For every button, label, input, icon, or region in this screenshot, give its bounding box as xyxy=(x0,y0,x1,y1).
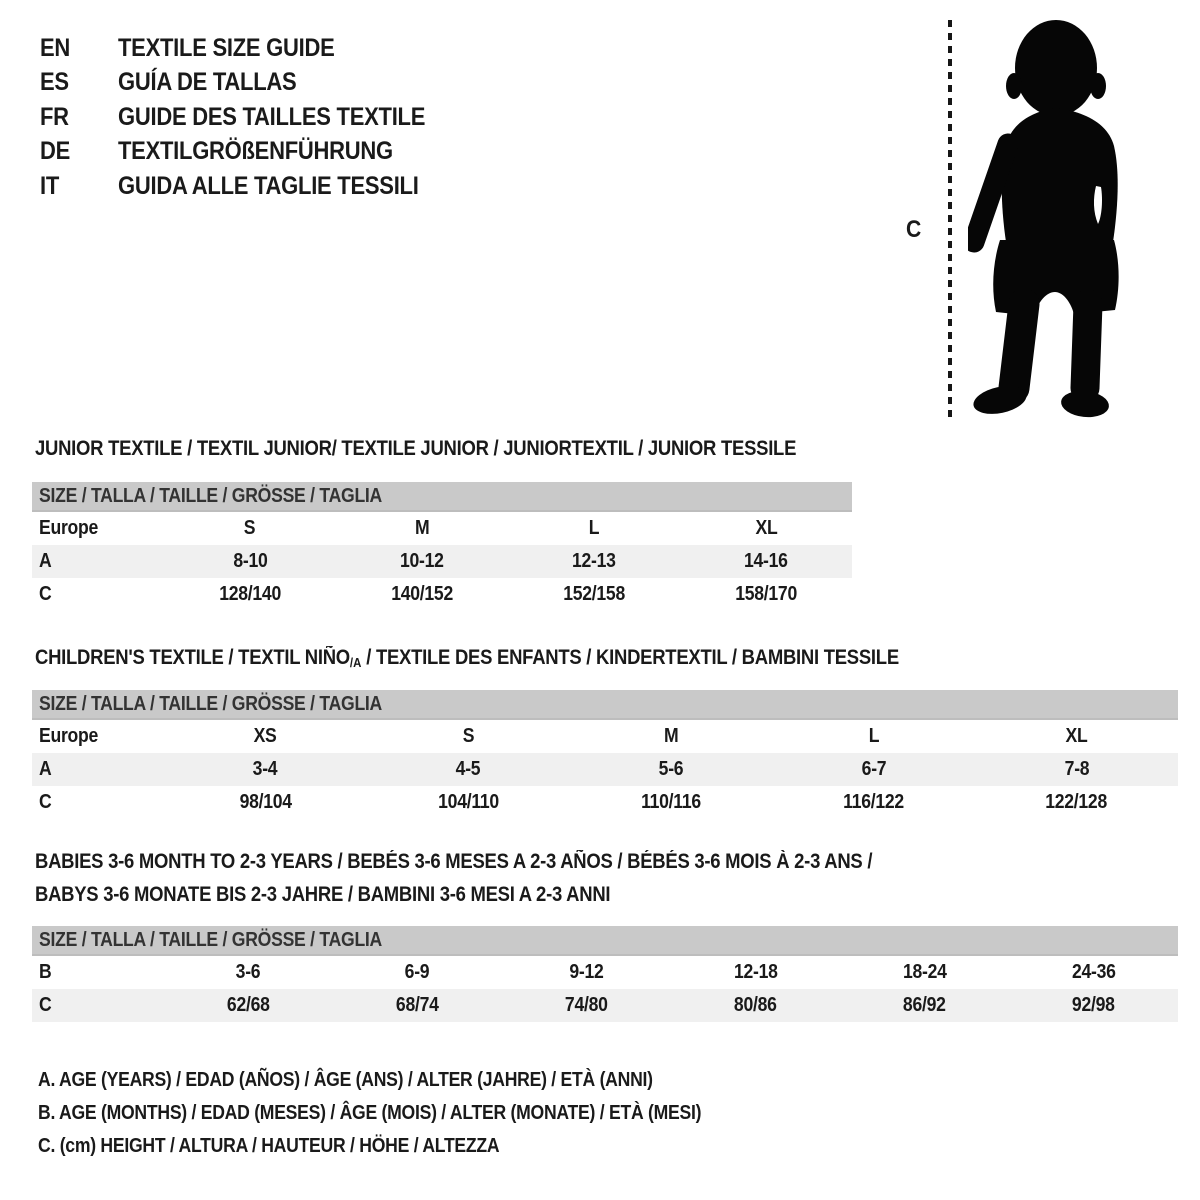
size-cell: M xyxy=(663,725,679,747)
height-cell: 158/170 xyxy=(735,583,797,605)
age-cell: 6-7 xyxy=(861,758,887,780)
language-title-block xyxy=(40,31,467,203)
lang-code: FR xyxy=(40,102,69,131)
row-label: Europe xyxy=(39,517,99,539)
lang-title: GUÍA DE TALLAS xyxy=(118,68,297,97)
height-cell: 116/122 xyxy=(843,791,905,813)
table-row xyxy=(32,545,852,578)
lang-title: GUIDA ALLE TAGLIE TESSILI xyxy=(118,171,419,200)
lang-code: DE xyxy=(40,137,71,166)
height-cell: 86/92 xyxy=(903,994,946,1016)
size-cell: L xyxy=(588,517,600,539)
legend-line-a: A. AGE (YEARS) / EDAD (AÑOS) / ÂGE (ANS) / ALTER (JAHRE) / ETÀ (ANNI) xyxy=(38,1069,653,1091)
children-size-table xyxy=(32,690,1178,819)
table-row xyxy=(32,989,1178,1022)
lang-row-es xyxy=(40,65,467,99)
age-cell: 10-12 xyxy=(400,550,444,572)
table-row xyxy=(32,753,1178,786)
height-cell: 80/86 xyxy=(734,994,777,1016)
row-label: B xyxy=(39,961,52,983)
babies-size-table xyxy=(32,926,1178,1022)
legend-block xyxy=(38,1064,792,1163)
children-section-title: CHILDREN'S TEXTILE / TEXTIL NIÑO/A / TEXTILE DES ENFANTS / KINDERTEXTIL / BAMBINI TESSILE xyxy=(35,646,899,670)
height-cell: 98/104 xyxy=(239,791,292,813)
height-measure-dashed-line xyxy=(948,20,952,418)
height-cell: 62/68 xyxy=(227,994,270,1016)
height-cell: 68/74 xyxy=(396,994,439,1016)
size-cell: XL xyxy=(755,517,777,539)
row-label: C xyxy=(39,994,52,1016)
lang-title: TEXTILGRÖßENFÜHRUNG xyxy=(118,137,393,166)
table-row xyxy=(32,720,1178,753)
lang-row-en xyxy=(40,31,467,65)
age-cell: 24-36 xyxy=(1071,961,1116,983)
age-cell: 7-8 xyxy=(1064,758,1089,780)
lang-code: EN xyxy=(40,34,71,62)
baby-silhouette-icon xyxy=(968,16,1144,420)
lang-code: IT xyxy=(40,171,60,200)
height-cell: 152/158 xyxy=(563,583,625,605)
table-row xyxy=(32,578,852,611)
size-cell: XS xyxy=(253,725,277,747)
lang-title: GUIDE DES TAILLES TEXTILE xyxy=(118,102,426,131)
lang-title: TEXTILE SIZE GUIDE xyxy=(118,34,335,62)
size-cell: M xyxy=(414,517,430,539)
legend-line-c: C. (cm) HEIGHT / ALTURA / HAUTEUR / HÖHE / ALTEZZA xyxy=(38,1135,500,1157)
row-label: A xyxy=(39,758,52,780)
height-cell: 122/128 xyxy=(1045,791,1108,813)
size-cell: S xyxy=(462,725,474,747)
size-header-bar: SIZE / TALLA / TAILLE / GRÖSSE / TAGLIA xyxy=(32,690,1178,720)
babies-section-title: BABIES 3-6 MONTH TO 2-3 YEARS / BEBÉS 3-6 MESES A 2-3 AÑOS / BÉBÉS 3-6 MOIS À 2-3 ANS / BABYS 3-6 MONATE BIS 2-3 JAHRE / BAMBINI 3-6 MESI A 2-3 ANNI xyxy=(35,850,873,906)
height-cell: 140/152 xyxy=(391,583,453,605)
size-cell: S xyxy=(244,517,256,539)
table-row xyxy=(32,512,852,545)
height-cell: 92/98 xyxy=(1072,994,1115,1016)
height-cell: 74/80 xyxy=(565,994,608,1016)
row-label: Europe xyxy=(39,725,99,747)
table-row xyxy=(32,786,1178,819)
legend-line-b: B. AGE (MONTHS) / EDAD (MESES) / ÂGE (MOIS) / ALTER (MONATE) / ETÀ (MESI) xyxy=(38,1102,702,1124)
size-header-bar: SIZE / TALLA / TAILLE / GRÖSSE / TAGLIA xyxy=(32,482,852,512)
age-cell: 9-12 xyxy=(569,961,604,983)
table-row xyxy=(32,956,1178,989)
size-header-bar: SIZE / TALLA / TAILLE / GRÖSSE / TAGLIA xyxy=(32,926,1178,956)
height-measure-label: C xyxy=(906,216,922,243)
nino-a-subscript: /A xyxy=(349,655,362,670)
height-cell: 128/140 xyxy=(219,583,281,605)
row-label: C xyxy=(39,791,52,813)
height-cell: 104/110 xyxy=(437,791,499,813)
age-cell: 3-4 xyxy=(253,758,278,780)
lang-row-it xyxy=(40,169,467,203)
size-cell: XL xyxy=(1065,725,1088,747)
lang-row-de xyxy=(40,134,467,168)
lang-code: ES xyxy=(40,68,69,97)
age-cell: 4-5 xyxy=(455,758,481,780)
age-cell: 8-10 xyxy=(232,550,268,572)
age-cell: 3-6 xyxy=(236,961,261,983)
height-cell: 110/116 xyxy=(641,791,701,813)
row-label: A xyxy=(39,550,52,572)
age-cell: 5-6 xyxy=(658,758,684,780)
age-cell: 12-18 xyxy=(733,961,778,983)
age-cell: 12-13 xyxy=(572,550,616,572)
size-cell: L xyxy=(868,725,880,747)
row-label: C xyxy=(39,583,52,605)
age-cell: 14-16 xyxy=(744,550,788,572)
lang-row-fr xyxy=(40,100,467,134)
junior-size-table xyxy=(32,482,852,611)
junior-section-title: JUNIOR TEXTILE / TEXTIL JUNIOR/ TEXTILE JUNIOR / JUNIORTEXTIL / JUNIOR TESSILE xyxy=(35,437,797,460)
age-cell: 18-24 xyxy=(902,961,947,983)
age-cell: 6-9 xyxy=(405,961,430,983)
